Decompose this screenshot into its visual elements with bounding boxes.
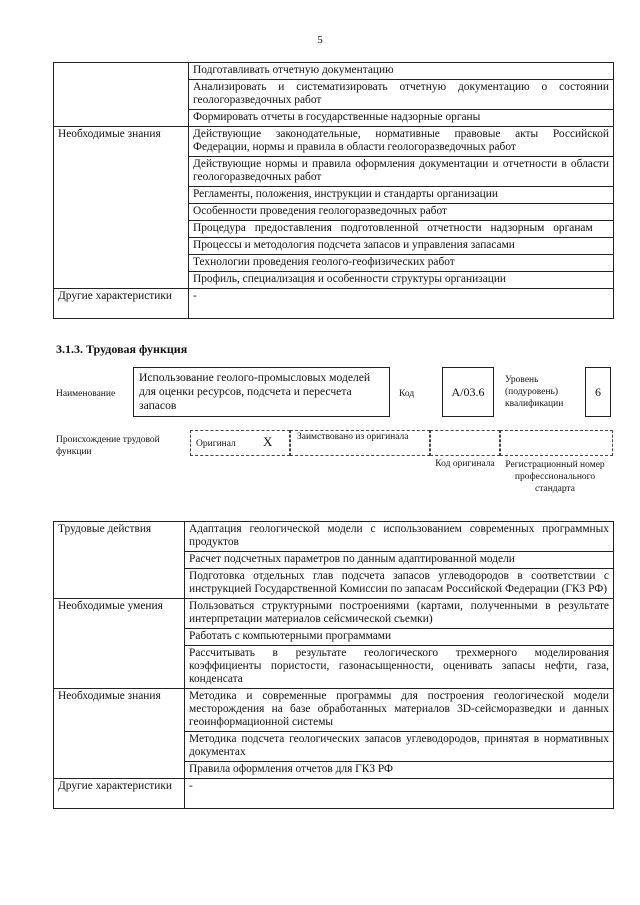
table-row (54, 779, 614, 809)
reg-number-label: Регистрационный номер профессионального стандарта (505, 460, 605, 494)
table-cell: Расчет подсчетных параметров по данным адаптированной модели (185, 552, 614, 569)
table-row (54, 289, 614, 319)
name-label: Наименование (56, 389, 116, 399)
table-cell: Методика подсчета геологических запасов углеводородов, принятая в нормативных документах (185, 732, 614, 762)
table-cell: Формировать отчеты в государственные надзорные органы (189, 110, 614, 127)
row-label-other: Другие характеристики (54, 779, 185, 809)
table-cell: Пользоваться структурными построениями (картами, полученными в результате интерпретации материалов сейсмической съемки) (185, 599, 614, 629)
table-cell: Адаптация геологической модели с использованием современных программных продуктов (185, 522, 614, 552)
table-cell: Анализировать и систематизировать отчетную документацию о состоянии геологоразведочных работ (189, 80, 614, 110)
original-label: Оригинал (196, 439, 236, 449)
table-row (54, 522, 614, 552)
table-cell: Особенности проведения геологоразведочных работ (189, 204, 614, 221)
row-label-skills: Необходимые умения (54, 599, 185, 689)
table-cell: Работать с компьютерными программами (185, 629, 614, 646)
original-mark: X (263, 434, 273, 449)
table-cell: Процессы и методология подсчета запасов и управления запасами (189, 238, 614, 255)
section-heading: 3.1.3. Трудовая функция (56, 342, 188, 356)
row-label-other: Другие характеристики (54, 289, 189, 319)
row-label-actions: Трудовые действия (54, 522, 185, 599)
table-cell: Действующие законодательные, нормативные правовые акты Российской Федерации, нормы и правила в области геологоразведочных работ (189, 127, 614, 157)
table-cell: - (189, 289, 614, 319)
code-original-box (430, 430, 500, 456)
level-label: Уровень (подуровень) квалификации (505, 375, 564, 409)
row-label-knowledge: Необходимые знания (54, 127, 189, 289)
table-cell: Действующие нормы и правила оформления документации и отчетности в области геологоразведочных работ (189, 157, 614, 187)
page-number: 5 (317, 34, 323, 46)
table-cell: Регламенты, положения, инструкции и стандарты организации (189, 187, 614, 204)
table-cell-empty (54, 63, 189, 127)
table-row (54, 63, 614, 80)
table-cell: Технологии проведения геолого-геофизических работ (189, 255, 614, 272)
code-original-label: Код оригинала (435, 459, 495, 469)
code-value: A/03.6 (451, 385, 485, 399)
table-cell: Методика и современные программы для построения геологической модели месторождения на базе обработанных материалов 3D-сейсморазведки и данных геоинформационной системы (185, 689, 614, 732)
table-row (54, 689, 614, 732)
level-value-box (585, 367, 611, 417)
table-cell: Подготавливать отчетную документацию (189, 63, 614, 80)
borrowed-label: Заимствовано из оригинала (297, 432, 409, 442)
name-value-box (133, 367, 390, 417)
table-cell: Профиль, специализация и особенности структуры организации (189, 272, 614, 289)
code-label: Код (399, 389, 415, 399)
table-cell: Подготовка отдельных глав подсчета запасов углеводородов в соответствии с инструкцией Государственной Комиссии по запасам Российской Федерации (ГКЗ РФ) (185, 569, 614, 599)
level-value: 6 (595, 385, 601, 399)
knowledge-table-continued (53, 62, 614, 319)
table-cell: Правила оформления отчетов для ГКЗ РФ (185, 762, 614, 779)
reg-number-box (500, 430, 613, 456)
table-row (54, 127, 614, 157)
code-value-box (442, 367, 494, 417)
name-value: Использование геолого-промысловых моделей для оценки ресурсов, подсчета и пересчета запасов (139, 371, 371, 412)
table-cell: Рассчитывать в результате геологического трехмерного моделирования коэффициенты пористости, газонасыщенности, оценивать запасы нефти, газа, конденсата (185, 646, 614, 689)
row-label-knowledge: Необходимые знания (54, 689, 185, 779)
labor-function-table (53, 521, 614, 809)
origin-label: Происхождение трудовой функции (56, 435, 160, 457)
table-cell: Процедура предоставления подготовленной отчетности надзорным органам (189, 221, 614, 238)
table-cell: - (185, 779, 614, 809)
table-row (54, 599, 614, 629)
